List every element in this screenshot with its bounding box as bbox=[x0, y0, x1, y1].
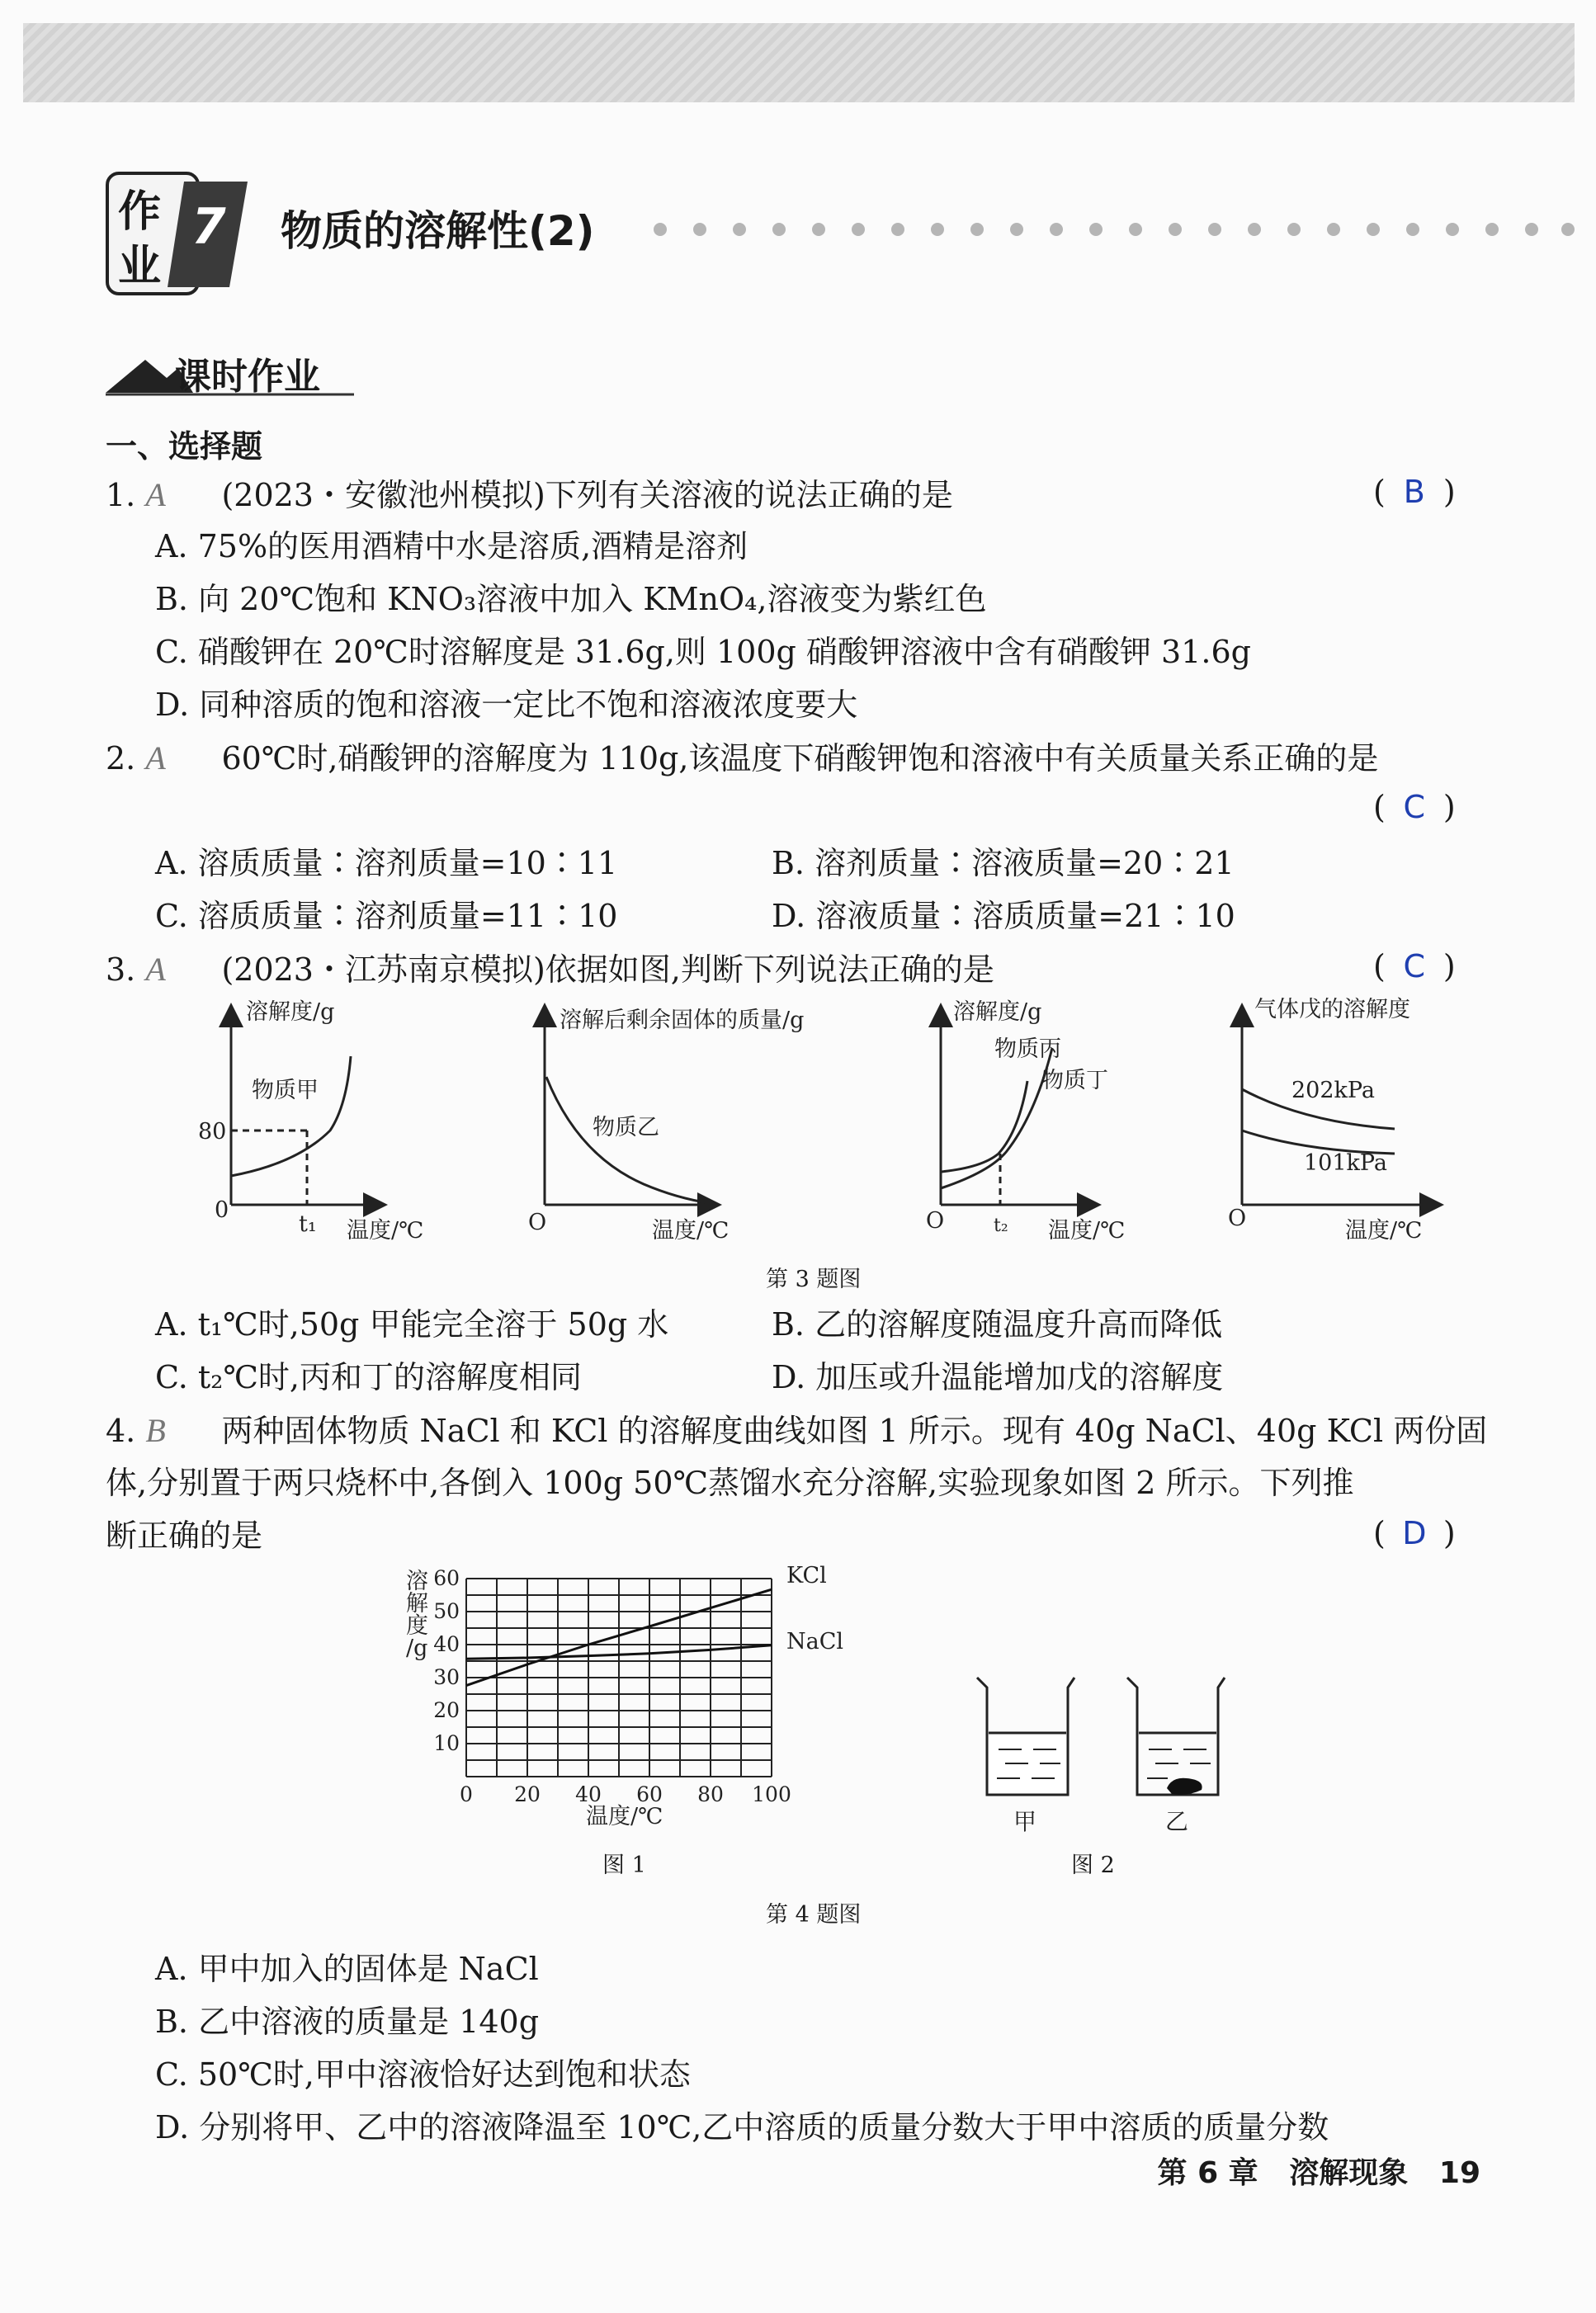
g3-origin: O bbox=[926, 1208, 945, 1234]
x-tick-label: 60 bbox=[636, 1782, 663, 1806]
option-4d: D. 分别将甲、乙中的溶液降温至 10℃,乙中溶质的质量分数大于甲中溶质的质量分数 bbox=[155, 2109, 1329, 2145]
title-dots bbox=[652, 221, 1576, 238]
question-stem: 60℃时,硝酸钾的溶解度为 110g,该温度下硝酸钾饱和溶液中有关质量关系正确的是 bbox=[221, 740, 1379, 777]
option-4b: B. 乙中溶液的质量是 140g bbox=[155, 2004, 540, 2040]
option-1c: C. 硝酸钾在 20℃时溶解度是 31.6g,则 100g 硝酸钾溶液中含有硝酸钾 31.6g bbox=[155, 634, 1251, 670]
y-tick-label: 40 bbox=[433, 1632, 460, 1656]
g3-curve-b-label: 物质丁 bbox=[1041, 1068, 1108, 1093]
g2-ylabel: 溶解后剩余固体的质量/g bbox=[560, 1008, 805, 1033]
beaker-jia bbox=[977, 1678, 1074, 1795]
answer-value: C bbox=[1403, 948, 1426, 984]
y-tick-label: 60 bbox=[433, 1566, 460, 1590]
g4-curve-b-label: 101kPa bbox=[1304, 1150, 1387, 1176]
g3-xlabel: 温度/℃ bbox=[1048, 1218, 1126, 1244]
beaker-label-jia: 甲 bbox=[1013, 1808, 1037, 1835]
option-1d: D. 同种溶质的饱和溶液一定比不饱和溶液浓度要大 bbox=[155, 687, 858, 723]
x-tick-label: 40 bbox=[575, 1782, 602, 1806]
option-2a: A. 溶质质量∶溶剂质量=10∶11 bbox=[155, 845, 618, 881]
beaker-figure bbox=[966, 1671, 1238, 1836]
difficulty-level: A bbox=[145, 739, 166, 777]
option-3d: D. 加压或升温能增加戊的溶解度 bbox=[772, 1359, 1224, 1395]
page-footer bbox=[1158, 2150, 1480, 2192]
option-3c: C. t₂℃时,丙和丁的溶解度相同 bbox=[155, 1359, 582, 1395]
fig2-caption: 图 2 bbox=[1071, 1853, 1115, 1878]
y-tick-label: 50 bbox=[433, 1599, 460, 1623]
g3-x-tick: t₂ bbox=[994, 1216, 1008, 1236]
section-title: 课时作业 bbox=[175, 356, 320, 398]
x-tick-label: 0 bbox=[460, 1782, 473, 1806]
badge-bottom-char: 业 bbox=[118, 242, 162, 291]
option-2c: C. 溶质质量∶溶剂质量=11∶10 bbox=[155, 898, 618, 934]
g4-curve-a-label: 202kPa bbox=[1291, 1078, 1375, 1103]
g4-ylabel: 气体戊的溶解度 bbox=[1254, 997, 1410, 1022]
g2-origin: O bbox=[528, 1210, 547, 1235]
g1-curve-label: 物质甲 bbox=[252, 1078, 319, 1103]
question-number: 1. bbox=[106, 477, 136, 513]
question-4 bbox=[106, 1414, 1487, 1447]
option-1a: A. 75%的医用酒精中水是溶质,酒精是溶剂 bbox=[155, 528, 748, 564]
g1-ylabel: 溶解度/g bbox=[246, 999, 335, 1025]
chart-xlabel: 温度/℃ bbox=[586, 1804, 663, 1829]
option-2d: D. 溶液质量∶溶质质量=21∶10 bbox=[772, 898, 1235, 934]
question-number: 2. bbox=[106, 740, 136, 777]
subsection-title: 一、选择题 bbox=[106, 428, 263, 465]
option-4a: A. 甲中加入的固体是 NaCl bbox=[155, 1951, 539, 1987]
chart-ylabel-char: /g bbox=[406, 1636, 428, 1661]
g1-xlabel: 温度/℃ bbox=[347, 1218, 424, 1244]
question-2 bbox=[106, 739, 1379, 777]
answer-value: D bbox=[1402, 1515, 1427, 1551]
footer-chapter-title: 溶解现象 bbox=[1289, 2156, 1409, 2190]
option-3b: B. 乙的溶解度随温度升高而降低 bbox=[772, 1306, 1223, 1343]
y-tick-label: 20 bbox=[433, 1698, 460, 1722]
y-tick-label: 10 bbox=[433, 1731, 460, 1755]
page-title: 物质的溶解性(2) bbox=[281, 207, 595, 255]
question-stem: (2023・江苏南京模拟)依据如图,判断下列说法正确的是 bbox=[221, 951, 994, 988]
g3-curve-ding bbox=[941, 1048, 1052, 1188]
g2-curve-label: 物质乙 bbox=[593, 1115, 659, 1140]
beaker-label-yi: 乙 bbox=[1165, 1808, 1189, 1835]
answer-bracket-2: ( C ) bbox=[1373, 789, 1456, 825]
series-label-kcl: KCl bbox=[786, 1564, 827, 1589]
difficulty-level: B bbox=[145, 1412, 166, 1449]
q3-figure-caption: 第 3 题图 bbox=[766, 1267, 862, 1292]
g1-curve bbox=[231, 1056, 351, 1176]
question-stem-line-3: 断正确的是 bbox=[106, 1518, 263, 1554]
g1-y-tick: 80 bbox=[198, 1119, 227, 1145]
option-2b: B. 溶剂质量∶溶液质量=20∶21 bbox=[772, 845, 1235, 881]
g4-origin: O bbox=[1228, 1206, 1247, 1231]
g3-ylabel: 溶解度/g bbox=[953, 999, 1042, 1025]
question-number: 4. bbox=[106, 1413, 136, 1449]
question-3 bbox=[106, 953, 994, 986]
y-tick-label: 30 bbox=[433, 1665, 460, 1689]
x-tick-label: 20 bbox=[514, 1782, 541, 1806]
g2-xlabel: 温度/℃ bbox=[652, 1218, 730, 1244]
x-tick-label: 100 bbox=[752, 1782, 791, 1806]
page-top-band bbox=[23, 23, 1575, 102]
q4-figure-caption: 第 4 题图 bbox=[766, 1902, 862, 1928]
footer-chapter: 第 6 章 bbox=[1157, 2156, 1258, 2190]
difficulty-level: A bbox=[145, 951, 166, 988]
option-4c: C. 50℃时,甲中溶液恰好达到饱和状态 bbox=[155, 2056, 691, 2093]
chart-ylabel-char: 溶 bbox=[406, 1569, 428, 1594]
badge-top-char: 作 bbox=[118, 187, 162, 237]
question-1 bbox=[106, 476, 953, 513]
question-stem-line-2: 体,分别置于两只烧杯中,各倒入 100g 50℃蒸馏水充分溶解,实验现象如图 2 所示。下列推 bbox=[106, 1465, 1354, 1501]
difficulty-level: A bbox=[145, 476, 166, 513]
question-stem: (2023・安徽池州模拟)下列有关溶液的说法正确的是 bbox=[221, 477, 953, 513]
answer-bracket-1: ( B ) bbox=[1373, 474, 1456, 510]
answer-bracket-3: ( C ) bbox=[1373, 948, 1456, 984]
chart-ylabel-char: 解 bbox=[406, 1591, 428, 1617]
g4-xlabel: 温度/℃ bbox=[1345, 1218, 1423, 1244]
question-number: 3. bbox=[106, 951, 136, 988]
answer-bracket-4: ( D ) bbox=[1373, 1515, 1456, 1551]
g1-x-tick: t₁ bbox=[299, 1211, 317, 1237]
undissolved-solid bbox=[1167, 1778, 1202, 1795]
question-stem-line-1: 两种固体物质 NaCl 和 KCl 的溶解度曲线如图 1 所示。现有 40g NaCl、40g KCl 两份固 bbox=[221, 1413, 1488, 1449]
option-1b: B. 向 20℃饱和 KNO₃溶液中加入 KMnO₄,溶液变为紫红色 bbox=[155, 581, 987, 617]
x-tick-label: 80 bbox=[697, 1782, 724, 1806]
badge-number: 7 bbox=[191, 198, 226, 256]
answer-value: B bbox=[1403, 474, 1425, 510]
chart-ylabel-char: 度 bbox=[406, 1613, 428, 1639]
q3-figure bbox=[0, 990, 1596, 1263]
beaker-yi bbox=[1127, 1678, 1225, 1795]
footer-page-number: 19 bbox=[1438, 2156, 1480, 2190]
g3-curve-a-label: 物质丙 bbox=[994, 1036, 1061, 1062]
option-3a: A. t₁℃时,50g 甲能完全溶于 50g 水 bbox=[155, 1306, 669, 1343]
series-label-nacl: NaCl bbox=[786, 1628, 844, 1655]
g1-origin: 0 bbox=[215, 1197, 229, 1223]
answer-value: C bbox=[1403, 789, 1426, 825]
g3-curve-bing bbox=[941, 1081, 1027, 1172]
fig1-caption: 图 1 bbox=[602, 1853, 646, 1878]
solubility-chart bbox=[396, 1564, 858, 1836]
